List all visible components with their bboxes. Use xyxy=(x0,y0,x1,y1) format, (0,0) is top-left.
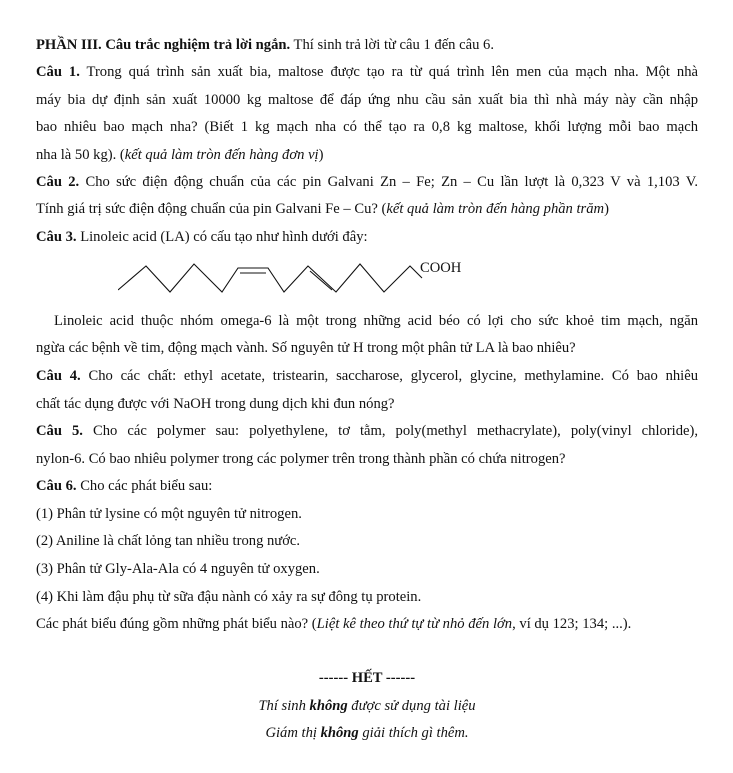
cooh-group-label: COOH xyxy=(420,260,462,276)
q6-statement-2: (2) Aniline là chất lỏng tan nhiều trong nước. xyxy=(36,533,301,549)
q1-label: Câu 1. xyxy=(36,64,80,80)
q1-line-3: bao nhiêu bao mạch nha? (Biết 1 kg mạch nha có thể tạo ra 0,8 kg maltose, khối lượng mỗi bao mạch xyxy=(36,119,698,135)
q1-line-4: nha là 50 kg). (kết quả làm tròn đến hàng đơn vị) xyxy=(36,147,324,163)
q1-line-1: Câu 1. Trong quá trình sản xuất bia, maltose được tạo ra từ quá trình lên men của mạch nha. Một nhà xyxy=(36,64,698,80)
section-intro: Thí sinh trả lời từ câu 1 đến câu 6. xyxy=(290,37,494,53)
end-mark: ------ HẾT ------ xyxy=(318,670,416,686)
q6-statement-3: (3) Phân tử Gly-Ala-Ala có 4 nguyên tử oxygen. xyxy=(36,561,320,577)
section-header xyxy=(36,32,698,58)
q6-statement-4: (4) Khi làm đậu phụ từ sữa đậu nành có xảy ra sự đông tụ protein. xyxy=(36,589,422,605)
footer-note-2: Giám thị không giải thích gì thêm. xyxy=(265,725,469,741)
q4-label: Câu 4. xyxy=(36,368,81,384)
q6-line-1: Câu 6. Cho các phát biểu sau: xyxy=(36,478,213,494)
q4-line-1: Câu 4. Cho các chất: ethyl acetate, tristearin, saccharose, glycerol, glycine, methylamine. Có bao nhiêu xyxy=(36,368,699,384)
q1-note: kết quả làm tròn đến hàng đơn vị xyxy=(124,147,319,163)
section-title: PHẦN III. Câu trắc nghiệm trả lời ngắn. xyxy=(36,37,291,53)
q4-line-2: chất tác dụng được với NaOH trong dung dịch khi đun nóng? xyxy=(36,396,395,412)
q6-note: Liệt kê theo thứ tự từ nhỏ đến lớn xyxy=(316,616,513,632)
q3-line-1: Câu 3. Linoleic acid (LA) có cấu tạo như hình dưới đây: xyxy=(36,229,368,245)
carbon-chain xyxy=(118,264,422,292)
q3-line-2: Linoleic acid thuộc nhóm omega-6 là một trong những acid béo có lợi cho sức khoẻ tim mạch, ngăn xyxy=(54,313,698,329)
q2-note: kết quả làm tròn đến hàng phần trăm xyxy=(386,201,605,217)
q3-line-3: ngừa các bệnh về tim, động mạch vành. Số nguyên tử H trong một phân tử LA là bao nhiêu? xyxy=(36,340,576,356)
q2-line-1: Câu 2. Cho sức điện động chuẩn của các pin Galvani Zn – Fe; Zn – Cu lần lượt là 0,323 V và 1,103 V. xyxy=(36,174,699,190)
q2-label: Câu 2. xyxy=(36,174,80,190)
q6-question: Các phát biểu đúng gồm những phát biểu nào? (Liệt kê theo thứ tự từ nhỏ đến lớn, ví dụ 123; 134; ...). xyxy=(36,616,632,632)
q5-line-2: nylon-6. Có bao nhiêu polymer trong các polymer trên trong thành phần có chứa nitrogen? xyxy=(36,451,566,467)
q1-line-2: máy bia dự định sản xuất 10000 kg maltose để đáp ứng nhu cầu sản xuất bia thì nhà máy này cần nhập xyxy=(36,92,698,108)
q6-label: Câu 6. xyxy=(36,478,77,494)
q6-statement-1: (1) Phân tử lysine có một nguyên tử nitrogen. xyxy=(36,506,302,522)
q3-label: Câu 3. xyxy=(36,229,77,245)
q2-line-2: Tính giá trị sức điện động chuẩn của pin Galvani Fe – Cu? (kết quả làm tròn đến hàng phần trăm) xyxy=(36,201,609,217)
double-bond-2 xyxy=(310,271,332,290)
q5-line-1: Câu 5. Cho các polymer sau: polyethylene, tơ tằm, poly(methyl methacrylate), poly(vinyl chloride), xyxy=(36,423,699,439)
linoleic-acid-structure xyxy=(118,252,428,300)
footer-note-1: Thí sinh không được sử dụng tài liệu xyxy=(258,698,476,714)
q5-label: Câu 5. xyxy=(36,423,83,439)
